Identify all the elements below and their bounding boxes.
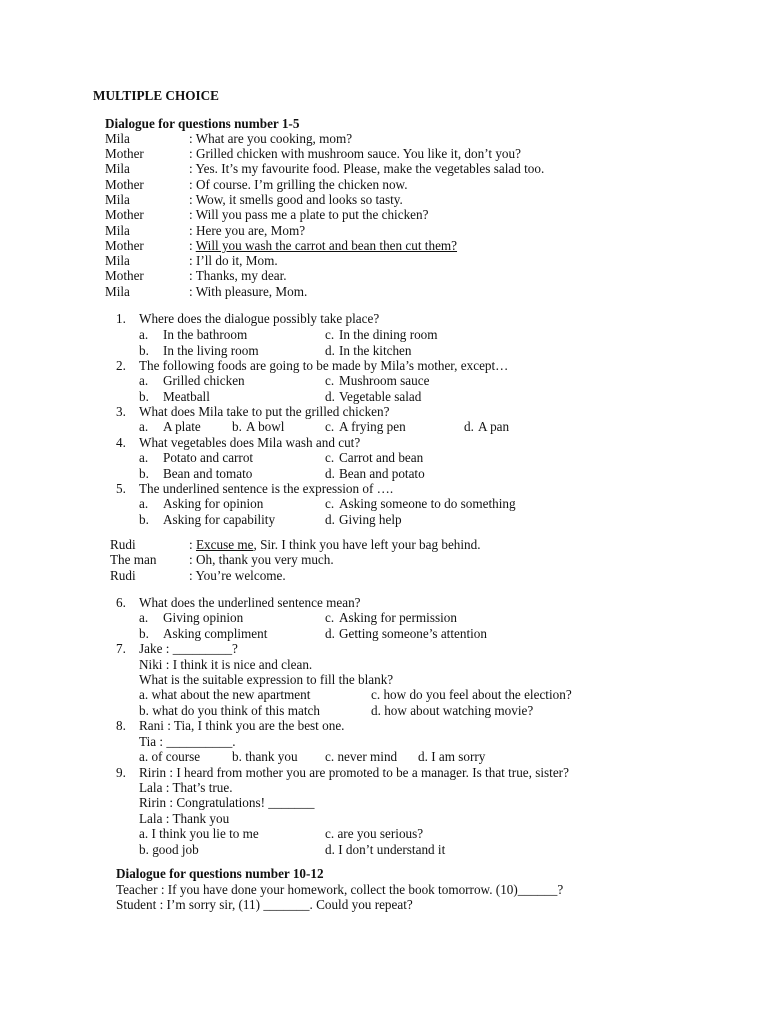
speaker-label: Rudi (110, 537, 136, 552)
option-letter: a. (139, 450, 149, 465)
option-text: d. how about watching movie? (371, 703, 534, 718)
question-text: What vegetables does Mila wash and cut? (139, 435, 361, 450)
option-letter: b. (139, 466, 149, 481)
option-letter: b. (139, 512, 149, 527)
option-text: Asking for capability (163, 512, 276, 527)
option-text: Grilled chicken (163, 373, 245, 388)
option-text: Vegetable salad (339, 389, 422, 404)
dialogue-line: : Yes. It’s my favourite food. Please, make the vegetables salad too. (189, 161, 545, 176)
question-line: Ririn : Congratulations! _______ (139, 795, 315, 810)
option-text: b. good job (139, 842, 199, 857)
speaker-label: Mother (105, 268, 144, 283)
question-text: Where does the dialogue possibly take place? (139, 311, 380, 326)
question-text: The following foods are going to be made by Mila’s mother, except… (139, 358, 509, 373)
option-text: c. how do you feel about the election? (371, 687, 572, 702)
speaker-label: Mila (105, 131, 130, 146)
section-title: Dialogue for questions number 10-12 (116, 866, 324, 881)
dialogue-line: Student : I’m sorry sir, (11) _______. Could you repeat? (116, 897, 413, 912)
question-line: Rani : Tia, I think you are the best one. (139, 718, 345, 733)
option-text: Giving opinion (163, 610, 244, 625)
question-line: What is the suitable expression to fill the blank? (139, 672, 394, 687)
question-number: 4. (116, 435, 126, 450)
line-prefix: : (189, 537, 196, 552)
option-text: A plate (163, 419, 201, 434)
dialogue-line-underlined (189, 537, 481, 552)
option-letter: c. (325, 610, 335, 625)
option-letter: b. (232, 419, 242, 434)
option-text: d. I don’t understand it (325, 842, 446, 857)
question-number: 7. (116, 641, 126, 656)
underlined-phrase: Excuse me (195, 537, 254, 552)
speaker-label: Rudi (110, 568, 136, 583)
option-text: a. I think you lie to me (139, 826, 259, 841)
option-text: b. what do you think of this match (139, 703, 320, 718)
option-letter: c. (325, 373, 335, 388)
question-number: 1. (116, 311, 126, 326)
option-text: d. I am sorry (418, 749, 486, 764)
dialogue-line: : Thanks, my dear. (189, 268, 287, 283)
option-letter: c. (325, 450, 335, 465)
option-text: Asking someone to do something (339, 496, 516, 511)
option-text: c. are you serious? (325, 826, 424, 841)
question-line: Ririn : I heard from mother you are promoted to be a manager. Is that true, sister? (139, 765, 569, 780)
speaker-label: The man (110, 552, 157, 567)
dialogue-line: : Of course. I’m grilling the chicken now. (189, 177, 408, 192)
option-text: Asking for permission (339, 610, 457, 625)
speaker-label: Mother (105, 238, 144, 253)
option-text: Carrot and bean (339, 450, 424, 465)
dialogue-line: : Oh, thank you very much. (189, 552, 334, 567)
question-number: 9. (116, 765, 126, 780)
option-letter: c. (325, 419, 335, 434)
speaker-label: Mila (105, 161, 130, 176)
option-text: In the kitchen (339, 343, 412, 358)
option-text: Meatball (163, 389, 210, 404)
option-letter: c. (325, 327, 335, 342)
section-title: Dialogue for questions number 1-5 (105, 116, 300, 131)
question-number: 3. (116, 404, 126, 419)
dialogue-line: : Wow, it smells good and looks so tasty. (189, 192, 403, 207)
dialogue-line: : Will you pass me a plate to put the chicken? (189, 207, 429, 222)
question-text: What does Mila take to put the grilled chicken? (139, 404, 390, 419)
dialogue-line: : I’ll do it, Mom. (189, 253, 278, 268)
question-line: Lala : Thank you (139, 811, 230, 826)
underlined-sentence: Will you wash the carrot and bean then cut them? (195, 238, 458, 253)
speaker-label: Mila (105, 253, 130, 268)
question-text: What does the underlined sentence mean? (139, 595, 361, 610)
question-number: 5. (116, 481, 126, 496)
option-text: Getting someone’s attention (339, 626, 487, 641)
option-letter: a. (139, 327, 149, 342)
option-letter: d. (325, 626, 335, 641)
question-line: Niki : I think it is nice and clean. (139, 657, 313, 672)
option-text: In the living room (163, 343, 259, 358)
page-heading: MULTIPLE CHOICE (93, 88, 219, 103)
option-letter: d. (325, 512, 335, 527)
speaker-label: Mila (105, 284, 130, 299)
option-letter: a. (139, 496, 149, 511)
option-text: Asking for opinion (163, 496, 264, 511)
question-line: Jake : _________? (139, 641, 238, 656)
option-text: Mushroom sauce (339, 373, 430, 388)
question-line: Lala : That’s true. (139, 780, 233, 795)
dialogue-line: : With pleasure, Mom. (189, 284, 308, 299)
speaker-label: Mother (105, 207, 144, 222)
option-letter: d. (325, 389, 335, 404)
question-text: The underlined sentence is the expression of …. (139, 481, 394, 496)
option-text: Giving help (339, 512, 402, 527)
dialogue-line: : Here you are, Mom? (189, 223, 306, 238)
option-letter: d. (325, 466, 335, 481)
question-number: 6. (116, 595, 126, 610)
option-text: A bowl (246, 419, 285, 434)
option-text: c. never mind (325, 749, 398, 764)
line-suffix: , Sir. I think you have left your bag behind. (253, 537, 481, 552)
option-letter: a. (139, 419, 149, 434)
dialogue-line: : You’re welcome. (189, 568, 286, 583)
speaker-label: Mother (105, 146, 144, 161)
option-text: Potato and carrot (163, 450, 254, 465)
option-letter: b. (139, 389, 149, 404)
option-letter: b. (139, 626, 149, 641)
option-text: Asking compliment (163, 626, 268, 641)
option-text: A pan (478, 419, 510, 434)
option-text: a. what about the new apartment (139, 687, 311, 702)
question-number: 8. (116, 718, 126, 733)
speaker-label: Mila (105, 192, 130, 207)
dialogue-line: Teacher : If you have done your homework, collect the book tomorrow. (10)______? (116, 882, 564, 897)
line-prefix: : (189, 238, 196, 253)
option-text: In the bathroom (163, 327, 248, 342)
option-text: Bean and potato (339, 466, 425, 481)
option-text: b. thank you (232, 749, 298, 764)
speaker-label: Mother (105, 177, 144, 192)
option-letter: d. (325, 343, 335, 358)
option-letter: a. (139, 610, 149, 625)
option-letter: c. (325, 496, 335, 511)
question-line: Tia : __________. (139, 734, 236, 749)
option-letter: d. (464, 419, 474, 434)
option-text: a. of course (139, 749, 201, 764)
option-text: Bean and tomato (163, 466, 253, 481)
option-letter: a. (139, 373, 149, 388)
option-letter: b. (139, 343, 149, 358)
speaker-label: Mila (105, 223, 130, 238)
dialogue-line: : What are you cooking, mom? (189, 131, 353, 146)
dialogue-line-underlined (189, 238, 457, 253)
option-text: A frying pen (339, 419, 406, 434)
question-number: 2. (116, 358, 126, 373)
dialogue-line: : Grilled chicken with mushroom sauce. You like it, don’t you? (189, 146, 521, 161)
option-text: In the dining room (339, 327, 438, 342)
